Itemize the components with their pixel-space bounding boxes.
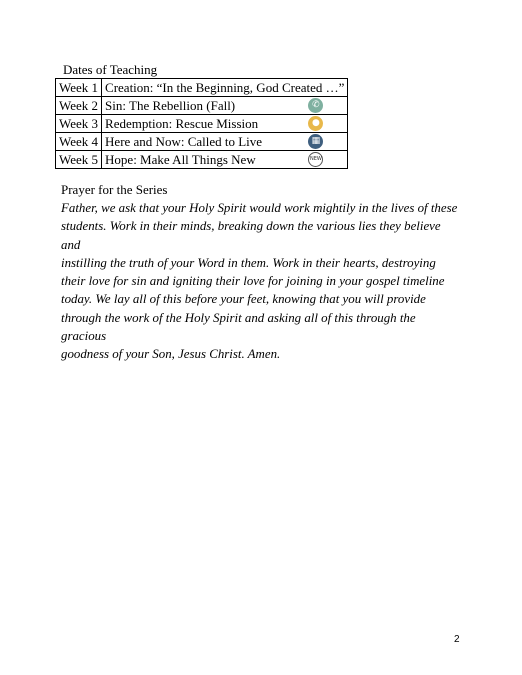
table-row — [56, 151, 348, 169]
topic-cell — [102, 151, 348, 169]
table-row — [56, 79, 348, 97]
topic-cell — [102, 97, 348, 115]
new-badge-icon: NEW — [308, 152, 323, 167]
prayer-line: students. Work in their minds, breaking down the various lies they believe and — [61, 219, 441, 252]
topic-text: Here and Now: Called to Live — [105, 134, 263, 149]
prayer-line: today. We lay all of this before your feet, knowing that you will provide — [61, 292, 426, 307]
topic-text: Creation: “In the Beginning, God Created …” — [105, 80, 345, 95]
week-cell: Week 2 — [56, 97, 102, 115]
phone-icon: ✆ — [308, 98, 323, 113]
prayer-line: their love for sin and igniting their love for joining in your gospel timeline — [61, 274, 445, 289]
week-cell: Week 1 — [56, 79, 102, 97]
dates-heading: Dates of Teaching — [63, 62, 158, 77]
prayer-paragraph — [61, 199, 463, 364]
table-row — [56, 133, 348, 151]
prayer-heading: Prayer for the Series — [61, 182, 168, 197]
week-cell: Week 4 — [56, 133, 102, 151]
topic-cell — [102, 79, 348, 97]
rescue-icon: ● — [308, 116, 323, 131]
topic-cell — [102, 115, 348, 133]
calendar-icon: ▦ — [308, 134, 323, 149]
topic-text: Hope: Make All Things New — [105, 152, 256, 167]
topic-text: Sin: The Rebellion (Fall) — [105, 98, 236, 113]
topic-text: Redemption: Rescue Mission — [105, 116, 259, 131]
topic-cell — [102, 133, 348, 151]
prayer-line: goodness of your Son, Jesus Christ. Amen. — [61, 347, 281, 362]
week-cell: Week 5 — [56, 151, 102, 169]
week-cell: Week 3 — [56, 115, 102, 133]
table-row — [56, 115, 348, 133]
page-number: 2 — [454, 634, 460, 645]
prayer-line: Father, we ask that your Holy Spirit would work mightily in the lives of these — [61, 201, 458, 215]
table-row — [56, 97, 348, 115]
prayer-line: instilling the truth of your Word in them. Work in their hearts, destroying — [61, 255, 436, 270]
prayer-line: through the work of the Holy Spirit and asking all of this through the gracious — [61, 310, 416, 344]
teaching-schedule-table — [55, 78, 348, 169]
